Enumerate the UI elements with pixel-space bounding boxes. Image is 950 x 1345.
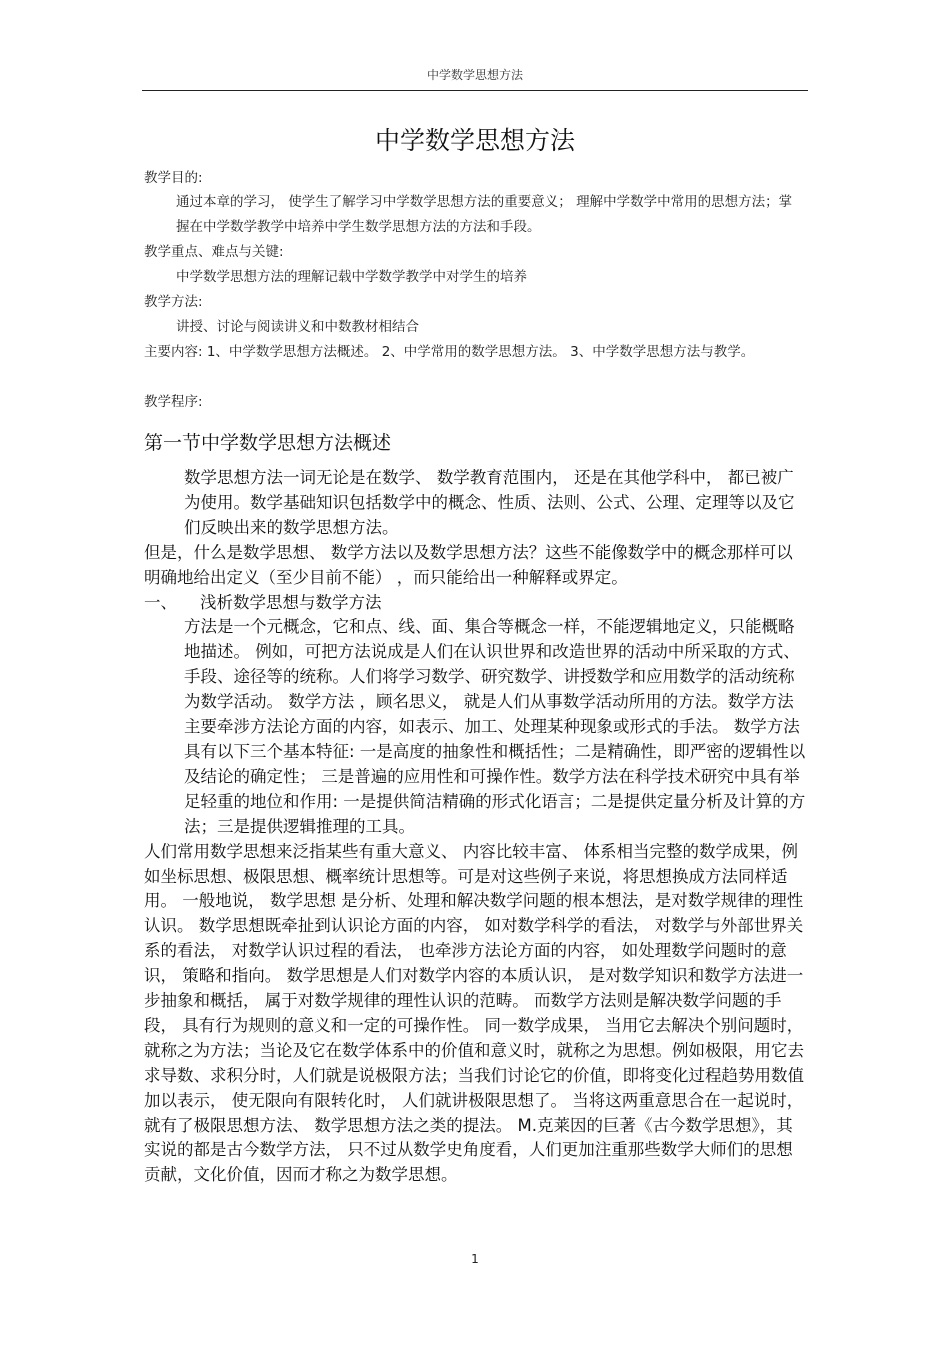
paragraph-3: 方法是一个元概念，它和点、线、面、集合等概念一样，不能逻辑地定义，只能概略地描述。 例如，可把方法说成是人们在认识世界和改造世界的活动中所采取的方式、手段、途径等的统称。人们将学习数学、研究数学、讲授数学和应用数学的活动统称为数学活动。 数学方法 ，顾名思义， 就是人们从事数学活动所用的方法。数学方法主要牵涉方法论方面的内容，如表示、加工、处理某种现象或形式的手法。 数学方法具有以下三个基本特征: 一是高度的抽象性和概括性；二是精确性，即严密的逻辑性以及结论的确定性； 三是普遍的应用性和可操作性。数学方法在科学技术研究中具有举足轻重的地位和作用: 一是提供简洁精确的形式化语言；二是提供定量分析及计算的方法；三是提供逻辑推理的工具。 xyxy=(184,617,806,836)
page-number: 1 xyxy=(471,1252,479,1266)
objective-text: 通过本章的学习， 使学生了解学习中学数学思想方法的重要意义； 理解中学数学中常用的思想方法；掌握在中学数学教学中培养中学生数学思想方法的方法和手段。 xyxy=(176,194,793,235)
procedure-label: 教学程序: xyxy=(144,394,203,410)
subheading-1 xyxy=(144,591,808,616)
focus-label: 教学重点、难点与关键: xyxy=(144,244,284,260)
section-heading: 第一节中学数学思想方法概述 xyxy=(144,432,392,454)
paragraph-4: 人们常用数学思想来泛指某些有重大意义、 内容比较丰富、 体系相当完整的数学成果，例如坐标思想、极限思想、概率统计思想等。可是对这些例子来说，将思想换成方法同样适用。 一般地说， 数学思想 是分析、处理和解决数学问题的根本想法，是对数学规律的理性认识。 数学思想既牵扯到认识论方面的内容， 如对数学科学的看法， 对数学与外部世界关系的看法， 对数学认识过程的看法， 也牵涉方法论方面的内容， 如处理数学问题时的意识， 策略和指向。 数学思想是人们对数学内容的本质认识， 是对数学知识和数学方法进一步抽象和概括， 属于对数学规律的理性认识的范畴。 而数学方法则是解决数学问题的手段， 具有行为规则的意义和一定的可操作性。 同一数学成果， 当用它去解决个别问题时， 就称之为方法；当论及它在数学体系中的价值和意义时，就称之为思想。例如极限，用它去求导数、求积分时，人们就是说极限方法；当我们讨论它的价值，即将变化过程趋势用数值加以表示， 使无限向有限转化时， 人们就讲极限思想了。 当将这两重意思合在一起说时， 就有了极限思想方法、 数学思想方法之类的提法。 M.克莱因的巨著《古今数学思想》，其实说的都是古今数学方法， 只不过从数学史角度看，人们更加注重那些数学大师们的思想贡献，文化价值，因而才称之为数学思想。 xyxy=(144,841,804,1185)
paragraph-1: 数学思想方法一词无论是在数学、 数学教育范围内， 还是在其他学科中， 都已被广为使用。数学基础知识包括数学中的概念、性质、法则、公式、公理、定理等以及它们反映出来的数学思想方法。 xyxy=(184,468,795,537)
document-title: 中学数学思想方法 xyxy=(374,126,575,155)
subheading-number: 一、 xyxy=(144,592,177,612)
method-label: 教学方法: xyxy=(144,294,203,310)
method-text: 讲授、讨论与阅读讲义和中数教材相结合 xyxy=(176,319,419,335)
section-body xyxy=(144,466,808,1188)
objective-label: 教学目的: xyxy=(144,170,203,186)
content-line: 主要内容: 1、中学数学思想方法概述。 2、中学常用的数学思想方法。 3、中学数学思想方法与教学。 xyxy=(144,344,755,360)
running-header: 中学数学思想方法 xyxy=(426,68,523,82)
subheading-title: 浅析数学思想与数学方法 xyxy=(200,592,382,612)
focus-text: 中学数学思想方法的理解记载中学数学教学中对学生的培养 xyxy=(176,269,527,285)
paragraph-2: 但是，什么是数学思想、 数学方法以及数学思想方法？这些不能像数学中的概念那样可以明确地给出定义（至少目前不能） ，而只能给出一种解释或界定。 xyxy=(144,542,793,587)
header-rule xyxy=(142,90,808,91)
